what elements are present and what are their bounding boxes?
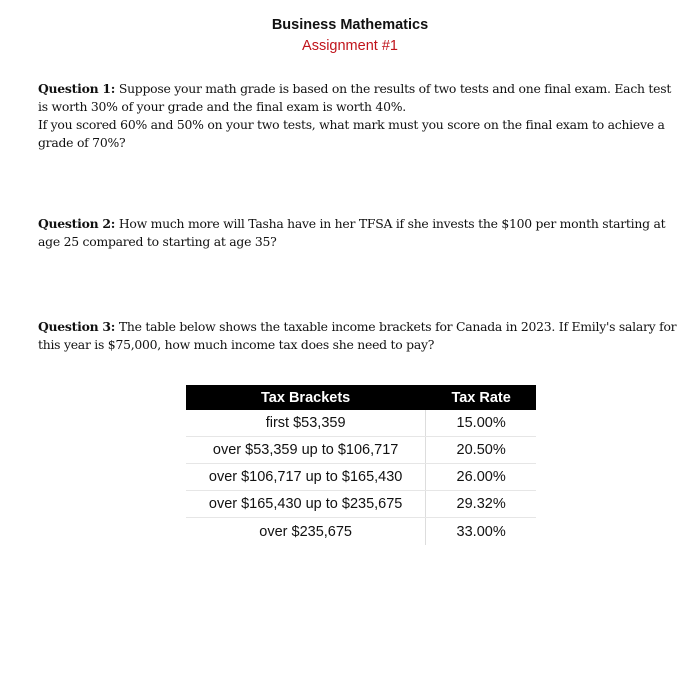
table-row — [186, 518, 536, 546]
header-tax-brackets: Tax Brackets — [186, 385, 426, 410]
page-title: Business Mathematics — [271, 17, 429, 33]
question-2-text-1: How much more will Tasha have in her TFSA if she invests the $100 per month starting at — [118, 216, 666, 231]
question-1-text-2: is worth 30% of your grade and the final exam is worth 40%. — [38, 99, 406, 114]
bracket-cell: first $53,359 — [186, 410, 426, 437]
header-tax-rate: Tax Rate — [426, 385, 536, 410]
rate-cell: 15.00% — [426, 410, 536, 437]
question-3-line-1 — [38, 318, 682, 336]
tax-brackets-table — [186, 385, 536, 545]
rate-cell: 29.32% — [426, 491, 536, 518]
question-1-text-4: grade of 70%? — [38, 135, 126, 150]
question-2-text-2: age 25 compared to starting at age 35? — [38, 234, 277, 249]
question-3-text-2: this year is $75,000, how much income tax does she need to pay? — [38, 337, 435, 352]
rate-cell: 26.00% — [426, 464, 536, 491]
table-header-row — [186, 385, 536, 410]
table-row — [186, 410, 536, 437]
table-row — [186, 464, 536, 491]
question-1-text-1: Suppose your math grade is based on the results of two tests and one final exam. Each test — [118, 81, 672, 96]
rate-cell: 20.50% — [426, 437, 536, 464]
question-2 — [38, 215, 682, 251]
rate-cell: 33.00% — [426, 518, 536, 546]
bracket-cell: over $165,430 up to $235,675 — [186, 491, 426, 518]
table-row — [186, 437, 536, 464]
page-subtitle: Assignment #1 — [302, 38, 398, 54]
question-2-line-1 — [38, 215, 682, 233]
question-1-text-3: If you scored 60% and 50% on your two tests, what mark must you score on the final exam to achieve a — [38, 117, 665, 132]
bracket-cell: over $53,359 up to $106,717 — [186, 437, 426, 464]
bracket-cell: over $106,717 up to $165,430 — [186, 464, 426, 491]
question-1-label: Question 1: — [38, 81, 116, 96]
question-3-text-1: The table below shows the taxable income brackets for Canada in 2023. If Emily's salary for — [118, 319, 677, 334]
question-1 — [38, 80, 682, 152]
question-1-line-1 — [38, 80, 682, 98]
table-row — [186, 491, 536, 518]
question-2-label: Question 2: — [38, 216, 116, 231]
bracket-cell: over $235,675 — [259, 523, 352, 540]
question-3-label: Question 3: — [38, 319, 116, 334]
question-3 — [38, 318, 682, 354]
